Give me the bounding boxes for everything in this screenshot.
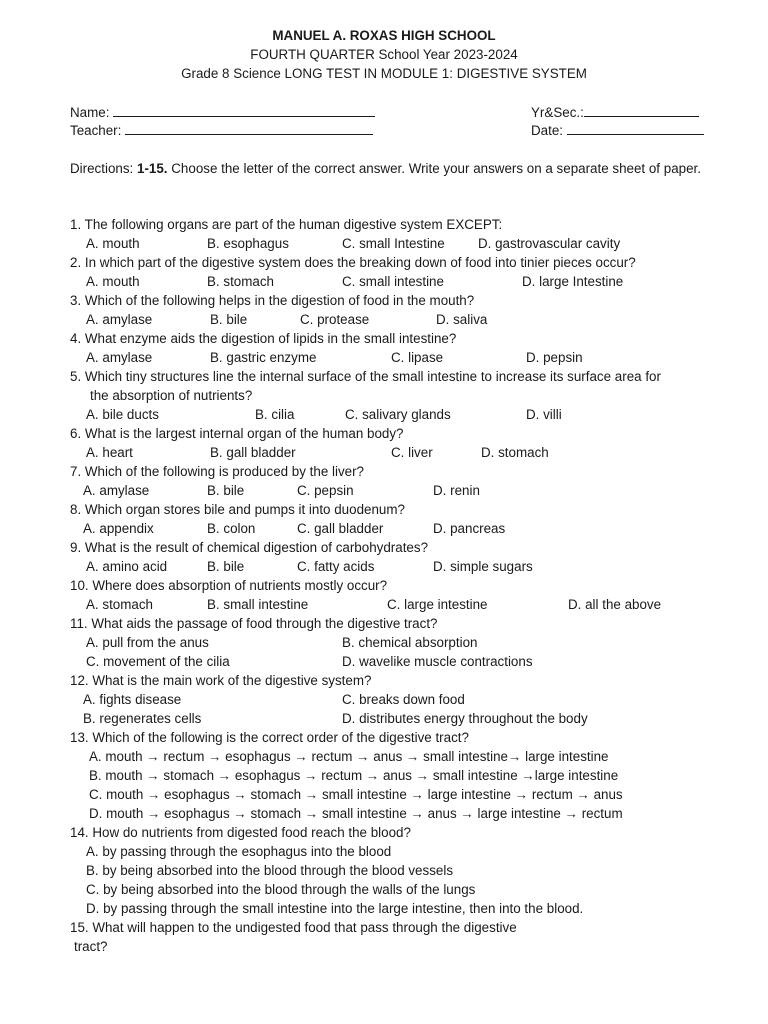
question-13: 13. Which of the following is the correct order of the digestive tract? (70, 730, 469, 745)
question-14: 14. How do nutrients from digested food reach the blood? (70, 825, 411, 840)
q11-option-c: C. movement of the cilia (86, 654, 230, 669)
teacher-field (70, 121, 373, 141)
question-8: 8. Which organ stores bile and pumps it into duodenum? (70, 502, 405, 517)
school-name: MANUEL A. ROXAS HIGH SCHOOL (272, 28, 496, 43)
q12-option-a: A. fights disease (83, 692, 182, 707)
directions-label: Directions: (70, 161, 134, 176)
question-5-continued: the absorption of nutrients? (90, 388, 253, 403)
directions-text: Choose the letter of the correct answer. Write your answers on a separate sheet of paper. (171, 161, 701, 176)
q6-option-d: D. stomach (481, 445, 549, 460)
q9-option-d: D. simple sugars (433, 559, 533, 574)
q3-option-b: B. bile (210, 312, 248, 327)
q1-option-a: A. mouth (86, 236, 140, 251)
q14-option-b: B. by being absorbed into the blood through the blood vessels (86, 863, 454, 878)
q13-option-b: B. mouth → stomach → esophagus → rectum → anus → small intestine →large intestine (89, 768, 619, 783)
q4-option-d: D. pepsin (526, 350, 583, 365)
q5-option-c: C. salivary glands (345, 407, 451, 422)
question-5: 5. Which tiny structures line the internal surface of the small intestine to increase its surface area for (70, 369, 661, 384)
q9-option-a: A. amino acid (86, 559, 168, 574)
q14-option-c: C. by being absorbed into the blood through the walls of the lungs (86, 882, 476, 897)
question-3: 3. Which of the following helps in the digestion of food in the mouth? (70, 293, 475, 308)
question-1: 1. The following organs are part of the human digestive system EXCEPT: (70, 217, 503, 232)
q7-option-d: D. renin (433, 483, 480, 498)
q8-option-b: B. colon (207, 521, 256, 536)
test-title: Grade 8 Science LONG TEST IN MODULE 1: DIGESTIVE SYSTEM (181, 66, 587, 81)
q12-option-d: D. distributes energy throughout the body (342, 711, 588, 726)
q2-option-d: D. large Intestine (522, 274, 624, 289)
q14-option-d: D. by passing through the small intestine into the large intestine, then into the blood. (86, 901, 584, 916)
q6-option-c: C. liver (391, 445, 433, 460)
question-2: 2. In which part of the digestive system does the breaking down of food into tinier pieces occur? (70, 255, 636, 270)
date-blank (567, 121, 704, 135)
q12-option-c: C. breaks down food (342, 692, 465, 707)
name-field (70, 103, 375, 123)
q11-option-a: A. pull from the anus (86, 635, 209, 650)
q13-option-c: C. mouth → esophagus → stomach → small intestine → large intestine → rectum → anus (89, 787, 623, 802)
q11-option-d: D. wavelike muscle contractions (342, 654, 533, 669)
q1-option-c: C. small Intestine (342, 236, 445, 251)
teacher-blank (125, 121, 373, 135)
teacher-label: Teacher: (70, 123, 122, 138)
name-label: Name: (70, 105, 110, 120)
q6-option-a: A. heart (86, 445, 133, 460)
question-10: 10. Where does absorption of nutrients mostly occur? (70, 578, 388, 593)
question-7: 7. Which of the following is produced by the liver? (70, 464, 365, 479)
yrsec-label: Yr&Sec.: (531, 105, 584, 120)
q13-option-d: D. mouth → esophagus → stomach → small intestine → anus → large intestine → rectum (89, 806, 623, 821)
q3-option-a: A. amylase (86, 312, 153, 327)
quarter-line: FOURTH QUARTER School Year 2023-2024 (250, 47, 518, 62)
q7-option-b: B. bile (207, 483, 245, 498)
q4-option-c: C. lipase (391, 350, 444, 365)
q4-option-b: B. gastric enzyme (210, 350, 317, 365)
q7-option-a: A. amylase (83, 483, 150, 498)
q10-option-a: A. stomach (86, 597, 153, 612)
yrsec-field (531, 103, 699, 123)
q4-option-a: A. amylase (86, 350, 153, 365)
q10-option-d: D. all the above (568, 597, 662, 612)
question-6: 6. What is the largest internal organ of the human body? (70, 426, 404, 441)
q5-option-d: D. villi (526, 407, 562, 422)
q11-option-b: B. chemical absorption (342, 635, 478, 650)
q2-option-a: A. mouth (86, 274, 140, 289)
q3-option-c: C. protease (300, 312, 370, 327)
q1-option-b: B. esophagus (207, 236, 289, 251)
q9-option-b: B. bile (207, 559, 245, 574)
question-15-continued: tract? (74, 939, 108, 954)
q10-option-b: B. small intestine (207, 597, 309, 612)
q8-option-d: D. pancreas (433, 521, 506, 536)
q5-option-a: A. bile ducts (86, 407, 159, 422)
q3-option-d: D. saliva (436, 312, 488, 327)
q6-option-b: B. gall bladder (210, 445, 296, 460)
question-11: 11. What aids the passage of food through the digestive tract? (70, 616, 438, 631)
q8-option-a: A. appendix (83, 521, 154, 536)
date-field (531, 121, 704, 141)
question-9: 9. What is the result of chemical digestion of carbohydrates? (70, 540, 429, 555)
q10-option-c: C. large intestine (387, 597, 488, 612)
question-15: 15. What will happen to the undigested food that pass through the digestive (70, 920, 517, 935)
q5-option-b: B. cilia (255, 407, 295, 422)
q8-option-c: C. gall bladder (297, 521, 384, 536)
directions-range: 1-15. (137, 161, 168, 176)
question-12: 12. What is the main work of the digestive system? (70, 673, 372, 688)
date-label: Date: (531, 123, 564, 138)
q2-option-b: B. stomach (207, 274, 274, 289)
q7-option-c: C. pepsin (297, 483, 354, 498)
name-blank (113, 103, 375, 117)
q2-option-c: C. small intestine (342, 274, 444, 289)
q14-option-a: A. by passing through the esophagus into the blood (86, 844, 392, 859)
q1-option-d: D. gastrovascular cavity (478, 236, 621, 251)
directions (70, 160, 730, 179)
q12-option-b: B. regenerates cells (83, 711, 202, 726)
question-4: 4. What enzyme aids the digestion of lipids in the small intestine? (70, 331, 457, 346)
q9-option-c: C. fatty acids (297, 559, 375, 574)
yrsec-blank (584, 103, 699, 117)
q13-option-a: A. mouth → rectum → esophagus → rectum → anus → small intestine→ large intestine (89, 749, 609, 764)
